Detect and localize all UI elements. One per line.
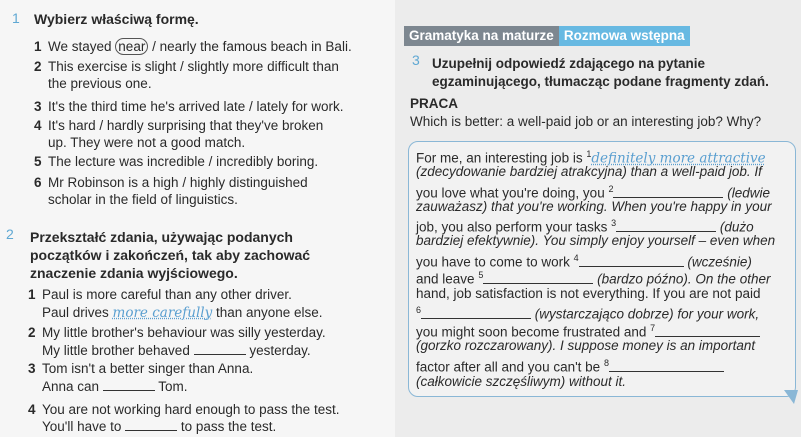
ex2-item-4: 4 You are not working hard enough to pass the test. xyxy=(28,402,340,417)
ex2-item-4-answer: You'll have to to pass the test. xyxy=(42,419,277,434)
answer-gap[interactable] xyxy=(103,378,155,391)
section-banner xyxy=(404,26,690,46)
exercise-2-title-line-3: znaczenie zdania wyjściowego. xyxy=(30,265,238,281)
answer-gap[interactable] xyxy=(616,219,716,232)
answer-line-2: (zdecydowanie bardziej atrakcyjna) than a well-paid job. If xyxy=(416,164,762,179)
ex2-item-3: 3 Tom isn't a better singer than Anna. xyxy=(28,361,254,376)
banner-grammar: Gramatyka na maturze xyxy=(404,26,559,46)
ex1-item-4: 4 It's hard / hardly surprising that they've broken xyxy=(34,118,324,133)
examiner-question: Which is better: a well-paid job or an interesting job? Why? xyxy=(410,114,762,129)
exercise-3-number: 3 xyxy=(412,52,420,68)
answer-gap[interactable] xyxy=(125,418,177,431)
exercise-2-number: 2 xyxy=(6,226,14,242)
answer-line-14: (całkowicie szczęśliwym) without it. xyxy=(416,374,627,389)
answer-line-4: zauważasz) that you're working. When you're happy in your xyxy=(416,199,772,214)
answer-gap[interactable] xyxy=(609,359,724,372)
answer-gap[interactable] xyxy=(579,254,684,267)
ex2-item-3-answer: Anna can Tom. xyxy=(42,379,188,394)
ex2-item-1: 1 Paul is more careful than any other driver. xyxy=(28,287,292,302)
ex1-item-1: 1 We stayed near / nearly the famous beach in Bali. xyxy=(34,39,352,54)
answer-gap[interactable] xyxy=(613,185,723,198)
exercise-2-title-line-1: Przekształć zdania, używając podanych xyxy=(30,229,293,245)
answer-line-8: and leave $^5$ (bardzo późno). On the other xyxy=(416,270,771,287)
answer-gap[interactable] xyxy=(655,324,760,337)
handwritten-answer: definitely more attractive xyxy=(591,150,766,167)
answer-gap[interactable] xyxy=(421,306,531,319)
answer-line-11: you might soon become frustrated and $^7$ xyxy=(416,320,760,341)
exercise-2-title-line-2: początków i zakończeń, tak aby zachować xyxy=(30,247,311,263)
ex1-item-6: 6 Mr Robinson is a high / highly distinguished xyxy=(34,175,308,190)
ex1-item-2: 2 This exercise is slight / slightly more difficult than xyxy=(34,59,339,74)
answer-line-12: (gorzko rozczarowany). I suppose money is an important xyxy=(416,338,756,353)
answer-line-10: $^6$ (wystarczająco dobrze) for your work, xyxy=(416,305,760,322)
banner-interview: Rozmowa wstępna xyxy=(559,26,690,46)
ex1-item-2-cont: the previous one. xyxy=(48,76,152,91)
exercise-3-title-line-1: Uzupełnij odpowiedź zdającego na pytanie xyxy=(432,56,706,71)
ex1-item-3: 3 It's the third time he's arrived late / lately for work. xyxy=(34,99,344,114)
answer-gap[interactable] xyxy=(483,271,593,284)
handwritten-answer: more carefully xyxy=(112,305,213,321)
answer-line-13: factor after all and you can't be $^8$ xyxy=(416,355,724,376)
exercise-1-title: Wybierz właściwą formę. xyxy=(34,11,199,27)
answer-line-7: you have to come to work $^4$ (wcześnie) xyxy=(416,253,752,270)
answer-line-1: For me, an interesting job is $^1$definitely more attractive xyxy=(416,149,766,167)
answer-line-6: bardziej efektywnie). You simply enjoy yourself – even when xyxy=(416,233,776,248)
answer-line-9: hand, job satisfaction is not everything. If you are not paid xyxy=(416,286,761,301)
ex1-item-4-cont: up. They were not a good match. xyxy=(48,135,246,150)
speech-bubble-tail xyxy=(784,390,798,404)
ex2-item-1-answer: Paul drives more carefully than anyone else. xyxy=(42,305,323,321)
answer-gap[interactable] xyxy=(194,342,246,355)
answer-line-5: job, you also perform your tasks $^3$ (dużo xyxy=(416,218,754,235)
ex1-item-6-cont: scholar in the field of linguistics. xyxy=(48,192,238,207)
ex2-item-2: 2 My little brother's behaviour was silly yesterday. xyxy=(28,325,326,340)
answer-line-3: you love what you're doing, you $^2$ (ledwie xyxy=(416,184,771,201)
exercise-1-number: 1 xyxy=(12,10,20,26)
ex2-item-2-answer: My little brother behaved yesterday. xyxy=(42,343,311,358)
section-heading: PRACA xyxy=(410,96,459,111)
ex1-item-5: 5 The lecture was incredible / incredibly boring. xyxy=(34,154,319,169)
exercise-3-title-line-2: egzaminującego, tłumacząc podane fragmenty zdań. xyxy=(432,74,769,89)
circled-answer: near xyxy=(115,38,148,55)
